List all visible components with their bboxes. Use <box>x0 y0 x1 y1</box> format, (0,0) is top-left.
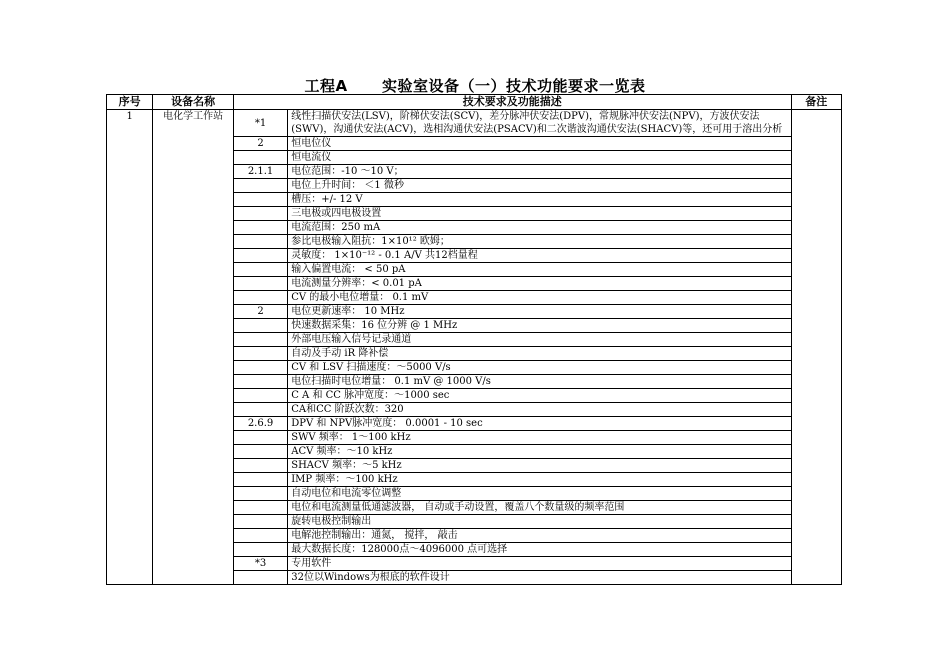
item-device-name: 电化学工作站 <box>153 110 234 585</box>
remark-cell <box>791 110 841 585</box>
spec-sub-number <box>233 543 287 557</box>
spec-sub-number <box>233 473 287 487</box>
spec-text: DPV 和 NPV脉冲宽度： 0.0001 - 10 sec <box>288 417 791 431</box>
spec-text: 电位更新速率： 10 MHz <box>288 305 791 319</box>
spec-text: 槽压：+/- 12 V <box>288 193 791 207</box>
spec-sub-number <box>233 445 287 459</box>
spec-text: 参比电极输入阻抗：1×10¹² 欧姆； <box>288 235 791 249</box>
spec-sub-number <box>233 375 287 389</box>
spec-sub-number: 2.1.1 <box>233 165 287 179</box>
item-seq: 1 <box>107 110 153 585</box>
spec-text: 外部电压输入信号记录通道 <box>288 333 791 347</box>
spec-text: 电解池控制输出：通氮， 搅拌， 敲击 <box>288 529 791 543</box>
spec-text: 恒电位仪 <box>288 137 791 151</box>
spec-sub-number <box>233 571 287 585</box>
spec-text: 电位范围：-10 ～10 V； <box>288 165 791 179</box>
spec-text: 灵敏度： 1×10⁻¹² - 0.1 A/V 共12档量程 <box>288 249 791 263</box>
document-title: 工程A 实验室设备（一）技术功能要求一览表 <box>304 77 646 95</box>
spec-text: 电流范围：250 mA <box>288 221 791 235</box>
spec-text: ACV 频率：～10 kHz <box>288 445 791 459</box>
spec-sub-number <box>233 403 287 417</box>
spec-text: C A 和 CC 脉冲宽度：～1000 sec <box>288 389 791 403</box>
spec-text: 恒电流仪 <box>288 151 791 165</box>
spec-text: 专用软件 <box>288 557 791 571</box>
spec-sub-number <box>233 529 287 543</box>
spec-text: SWV 频率： 1～100 kHz <box>288 431 791 445</box>
spec-sub-number <box>233 501 287 515</box>
spec-table <box>106 94 842 585</box>
spec-sub-number: 2 <box>233 305 287 319</box>
spec-text: 最大数据长度：128000点～4096000 点可选择 <box>288 543 791 557</box>
spec-sub-number <box>233 151 287 165</box>
spec-sub-number <box>233 347 287 361</box>
spec-sub-number <box>233 515 287 529</box>
spec-sub-number <box>233 389 287 403</box>
spec-sub-number: 2.6.9 <box>233 417 287 431</box>
table-row <box>107 110 842 137</box>
spec-sub-number <box>233 319 287 333</box>
spec-text: 电位和电流测量低通滤波器， 自动或手动设置，覆盖八个数量级的频率范围 <box>288 501 791 515</box>
spec-text: 三电极或四电极设置 <box>288 207 791 221</box>
spec-text: 自动电位和电流零位调整 <box>288 487 791 501</box>
spec-text: 线性扫描伏安法(LSV)，阶梯伏安法(SCV)，差分脉冲伏安法(DPV)，常规脉冲伏安法(NPV)，方波伏安法(SWV)，沟通伏安法(ACV)，选相沟通伏安法(PSACV)和二次谐波沟通伏安法(SHACV)等，还可用于溶出分析 <box>288 110 791 137</box>
spec-text: 旋转电极控制输出 <box>288 515 791 529</box>
spec-sub-number <box>233 459 287 473</box>
spec-text: CV 和 LSV 扫描速度：～5000 V/s <box>288 361 791 375</box>
spec-text: 电位上升时间： ＜1 微秒 <box>288 179 791 193</box>
spec-text: 电流测量分辨率：< 0.01 pA <box>288 277 791 291</box>
spec-sub-number <box>233 291 287 305</box>
header-seq: 序号 <box>107 95 153 110</box>
table-body <box>107 110 842 585</box>
spec-sub-number: 2 <box>233 137 287 151</box>
table-header-row <box>107 95 842 110</box>
spec-text: SHACV 频率：～5 kHz <box>288 459 791 473</box>
spec-sub-number <box>233 263 287 277</box>
spec-sub-number <box>233 235 287 249</box>
spec-sub-number <box>233 361 287 375</box>
header-device: 设备名称 <box>153 95 234 110</box>
spec-text: CA和CC 阶跃次数：320 <box>288 403 791 417</box>
header-remark: 备注 <box>791 95 841 110</box>
spec-sub-number <box>233 193 287 207</box>
spec-sub-number <box>233 333 287 347</box>
spec-sub-number <box>233 277 287 291</box>
spec-text: 自动及手动 iR 降补偿 <box>288 347 791 361</box>
spec-sub-number <box>233 487 287 501</box>
spec-sub-number <box>233 221 287 235</box>
header-spec: 技术要求及功能描述 <box>233 95 791 110</box>
spec-sub-number <box>233 431 287 445</box>
spec-text: CV 的最小电位增量： 0.1 mV <box>288 291 791 305</box>
spec-sub-number <box>233 207 287 221</box>
spec-text: 电位扫描时电位增量： 0.1 mV @ 1000 V/s <box>288 375 791 389</box>
spec-sub-number: *3 <box>233 557 287 571</box>
spec-text: 输入偏置电流： < 50 pA <box>288 263 791 277</box>
spec-text: IMP 频率：～100 kHz <box>288 473 791 487</box>
spec-sub-number: *1 <box>233 110 287 137</box>
spec-text: 快速数据采集：16 位分辨 @ 1 MHz <box>288 319 791 333</box>
spec-sub-number <box>233 179 287 193</box>
spec-sub-number <box>233 249 287 263</box>
spec-text: 32位以Windows为根底的软件设计 <box>288 571 791 585</box>
